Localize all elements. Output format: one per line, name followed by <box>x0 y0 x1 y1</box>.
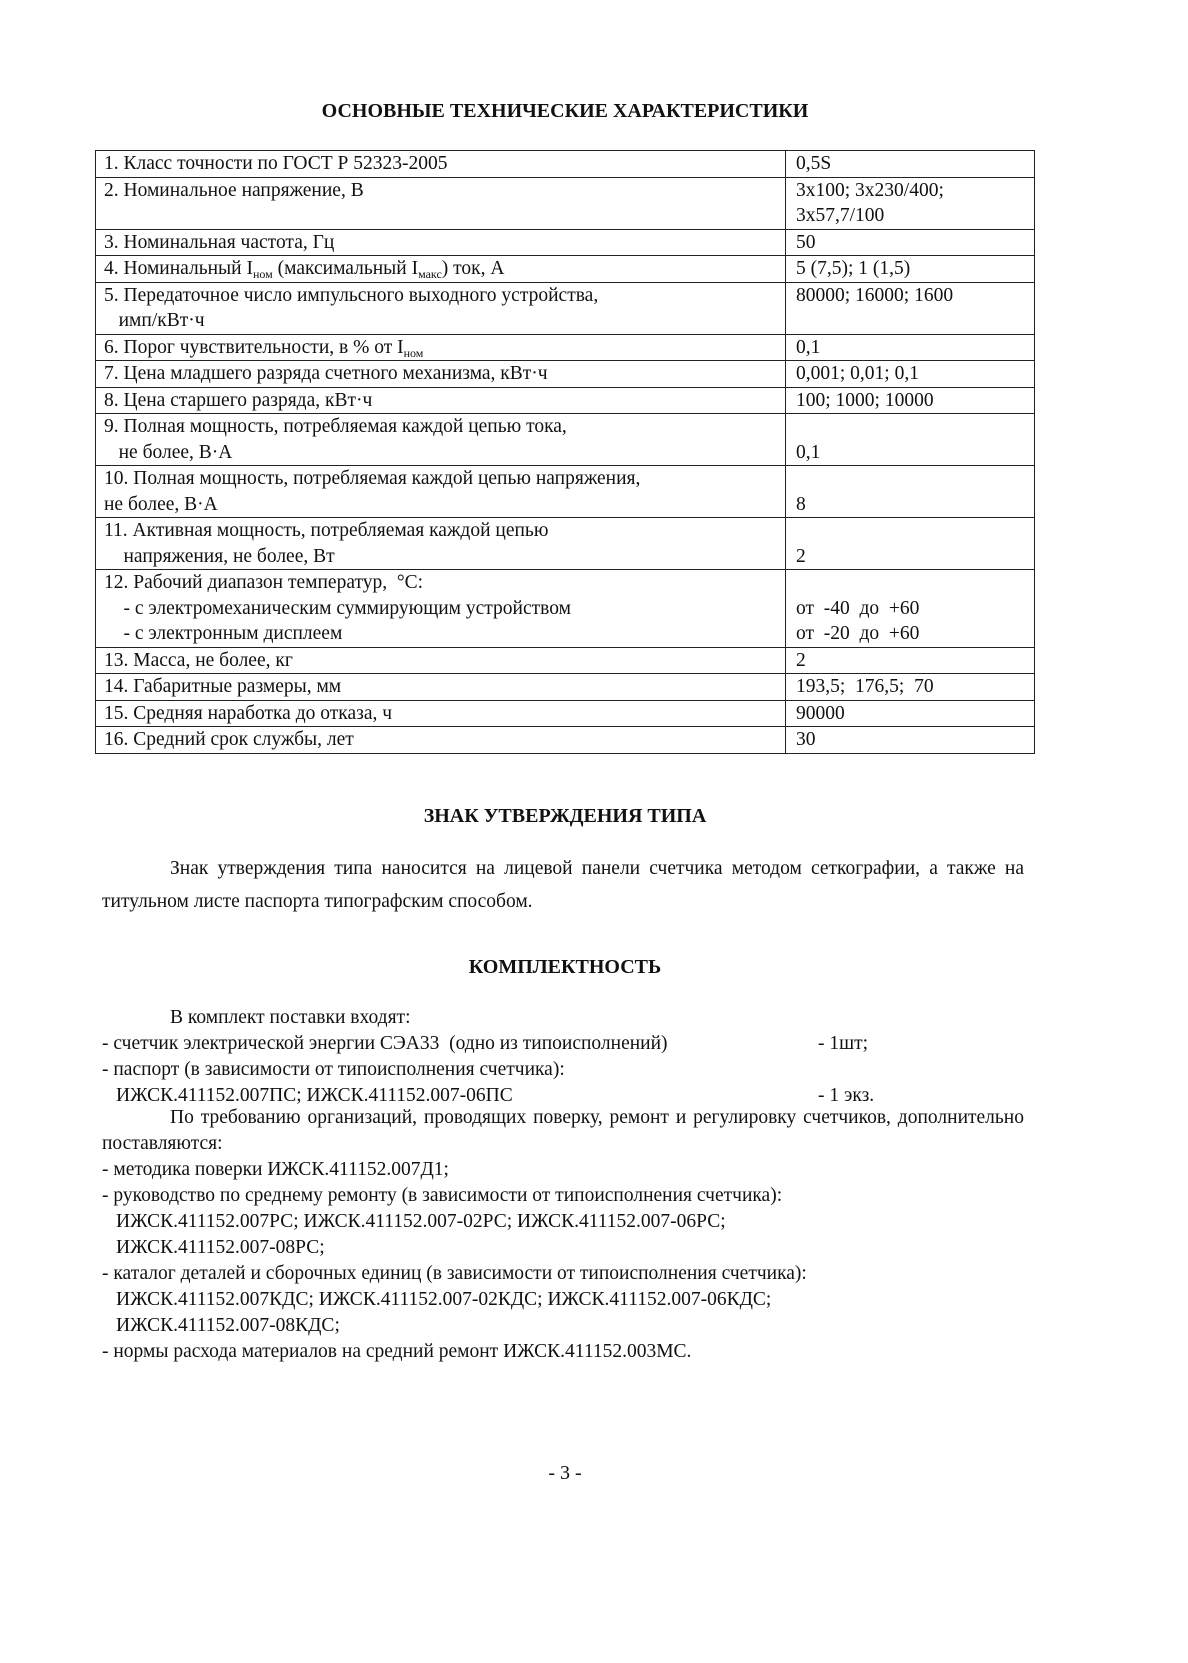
cell-line: 9. Полная мощность, потребляемая каждой цепью тока, <box>104 416 567 437</box>
table-row <box>96 518 1035 570</box>
item-meter: - счетчик электрической энергии СЭА33 (одно из типоисполнений) <box>102 1033 668 1054</box>
table-row <box>96 674 1035 701</box>
table-row <box>96 700 1035 727</box>
cell-line: имп/кВт·ч <box>104 310 205 331</box>
list-item: - нормы расхода материалов на средний ремонт ИЖСК.411152.003МС. <box>102 1341 692 1362</box>
spec-label <box>96 387 786 414</box>
table-row <box>96 647 1035 674</box>
cell-line: не более, В·А <box>104 493 218 515</box>
cell-line: 0,1 <box>796 441 821 463</box>
extra-intro-text: По требованию организаций, проводящих поверку, ремонт и регулировку счетчиков, дополнительно поставляются: <box>102 1107 1024 1154</box>
spec-value <box>786 466 1035 518</box>
spec-label <box>96 177 786 229</box>
cell-line: 13. Масса, не более, кг <box>104 649 293 671</box>
cell-line: 80000; 16000; 1600 <box>796 284 954 306</box>
cell-line: 3. Номинальная частота, Гц <box>104 231 335 253</box>
spec-value <box>786 361 1035 388</box>
cell-line: 90000 <box>796 702 845 724</box>
list-item: ИЖСК.411152.007-08РС; <box>116 1237 325 1258</box>
cell-line: 15. Средняя наработка до отказа, ч <box>104 702 393 724</box>
cell-line: 7. Цена младшего разряда счетного механизма, кВт·ч <box>104 363 548 384</box>
cell-line: 8. Цена старшего разряда, кВт·ч <box>104 389 373 411</box>
table-row <box>96 570 1035 648</box>
cell-line: 30 <box>796 729 816 750</box>
spec-label <box>96 361 786 388</box>
cell-line: не более, В·А <box>104 441 233 463</box>
item-meter-qty: - 1шт; <box>818 1033 869 1054</box>
cell-line: напряжения, не более, Вт <box>104 545 335 567</box>
completeness-title: КОМПЛЕКТНОСТЬ <box>468 956 662 978</box>
text-segment: ) ток, А <box>441 258 505 279</box>
cell-line: от -40 до +60 <box>796 597 920 619</box>
page-number: - 3 - <box>548 1462 582 1484</box>
cell-line <box>796 570 1026 596</box>
cell-line: 5. Передаточное число импульсного выходного устройства, <box>104 284 599 306</box>
table-row <box>96 151 1035 178</box>
spec-value <box>786 518 1035 570</box>
cell-line: 50 <box>796 231 816 253</box>
spec-value <box>786 387 1035 414</box>
spec-label <box>96 647 786 674</box>
subscript: ном <box>252 267 273 281</box>
spec-value <box>786 177 1035 229</box>
cell-line <box>796 414 1026 440</box>
spec-value <box>786 674 1035 701</box>
cell-line: 10. Полная мощность, потребляемая каждой цепью напряжения, <box>104 468 641 489</box>
specs-title: ОСНОВНЫЕ ТЕХНИЧЕСКИЕ ХАРАКТЕРИСТИКИ <box>321 100 809 122</box>
spec-label <box>96 570 786 648</box>
spec-label <box>96 466 786 518</box>
cell-line: 1. Класс точности по ГОСТ Р 52323-2005 <box>104 153 448 174</box>
cell-line: 11. Активная мощность, потребляемая каждой цепью <box>104 520 549 541</box>
spec-value <box>786 256 1035 283</box>
cell-line: - с электронным дисплеем <box>104 623 343 644</box>
cell-line: 3x57,7/100 <box>796 205 885 226</box>
table-row <box>96 177 1035 229</box>
list-item: - методика поверки ИЖСК.411152.007Д1; <box>102 1159 449 1180</box>
table-row <box>96 466 1035 518</box>
approval-paragraph: Знак утверждения типа наносится на лицевой панели счетчика методом сеткографии, а также на титульном листе паспорта типографским способом. <box>102 858 1024 912</box>
spec-value <box>786 414 1035 466</box>
list-item: ИЖСК.411152.007КДС; ИЖСК.411152.007-02КДС; ИЖСК.411152.007-06КДС; <box>116 1289 772 1310</box>
cell-line <box>796 518 1026 544</box>
cell-line: 12. Рабочий диапазон температур, °С: <box>104 572 424 593</box>
cell-line: 0,5S <box>796 153 832 174</box>
subscript: ном <box>403 345 424 360</box>
table-row <box>96 361 1035 388</box>
spec-label <box>96 282 786 334</box>
extra-list <box>102 1157 1032 1365</box>
cell-line: от -20 до +60 <box>796 623 920 644</box>
spec-label <box>96 256 786 283</box>
extra-intro <box>102 1105 1024 1157</box>
text-segment: 6. Порог чувствительности, в % от I <box>104 336 404 358</box>
table-row <box>96 256 1035 283</box>
list-item: - руководство по среднему ремонту (в зависимости от типоисполнения счетчика): <box>102 1185 783 1206</box>
spec-value <box>786 727 1035 754</box>
spec-label <box>96 674 786 701</box>
cell-line: 100; 1000; 10000 <box>796 389 934 411</box>
table-row <box>96 282 1035 334</box>
cell-line: 2. Номинальное напряжение, В <box>104 179 364 201</box>
spec-label <box>96 727 786 754</box>
spec-label <box>96 151 786 178</box>
table-row <box>96 334 1035 361</box>
list-item: ИЖСК.411152.007РС; ИЖСК.411152.007-02РС; ИЖСК.411152.007-06РС; <box>116 1211 726 1232</box>
cell-line: 193,5; 176,5; 70 <box>796 676 934 697</box>
cell-line: - с электромеханическим суммирующим устройством <box>104 597 571 619</box>
cell-line: 14. Габаритные размеры, мм <box>104 676 342 697</box>
completeness-intro: В комплект поставки входят: <box>170 1007 411 1028</box>
item-passport-codes: ИЖСК.411152.007ПС; ИЖСК.411152.007-06ПС <box>116 1085 513 1106</box>
approval-text <box>102 852 1024 918</box>
spec-value <box>786 282 1035 334</box>
cell-line <box>796 466 1026 492</box>
cell-line: 2 <box>796 545 806 567</box>
text-segment: 4. Номинальный I <box>104 258 253 279</box>
spec-label <box>96 334 786 361</box>
list-item: ИЖСК.411152.007-08КДС; <box>116 1315 340 1336</box>
spec-label <box>96 229 786 256</box>
cell-line: 8 <box>796 493 806 515</box>
table-row <box>96 727 1035 754</box>
table-row <box>96 229 1035 256</box>
spec-value <box>786 151 1035 178</box>
spec-label <box>96 700 786 727</box>
cell-line: 16. Средний срок службы, лет <box>104 729 354 750</box>
spec-label <box>96 518 786 570</box>
item-passport-qty: - 1 экз. <box>818 1085 875 1106</box>
cell-line: 3x100; 3x230/400; <box>796 179 944 201</box>
spec-label <box>96 414 786 466</box>
spec-value <box>786 570 1035 648</box>
cell-line: 0,1 <box>796 336 821 358</box>
approval-title: ЗНАК УТВЕРЖДЕНИЯ ТИПА <box>423 805 707 827</box>
text-segment: (максимальный I <box>272 258 419 279</box>
cell-line: 2 <box>796 649 806 671</box>
spec-value <box>786 700 1035 727</box>
subscript: макс <box>418 267 442 281</box>
item-passport: - паспорт (в зависимости от типоисполнения счетчика): <box>102 1059 565 1080</box>
spec-value <box>786 334 1035 361</box>
specs-table <box>95 150 1035 754</box>
spec-value <box>786 647 1035 674</box>
list-item: - каталог деталей и сборочных единиц (в зависимости от типоисполнения счетчика): <box>102 1263 807 1284</box>
cell-line: 5 (7,5); 1 (1,5) <box>796 258 911 279</box>
spec-value <box>786 229 1035 256</box>
table-row <box>96 387 1035 414</box>
cell-line: 0,001; 0,01; 0,1 <box>796 363 919 384</box>
table-row <box>96 414 1035 466</box>
